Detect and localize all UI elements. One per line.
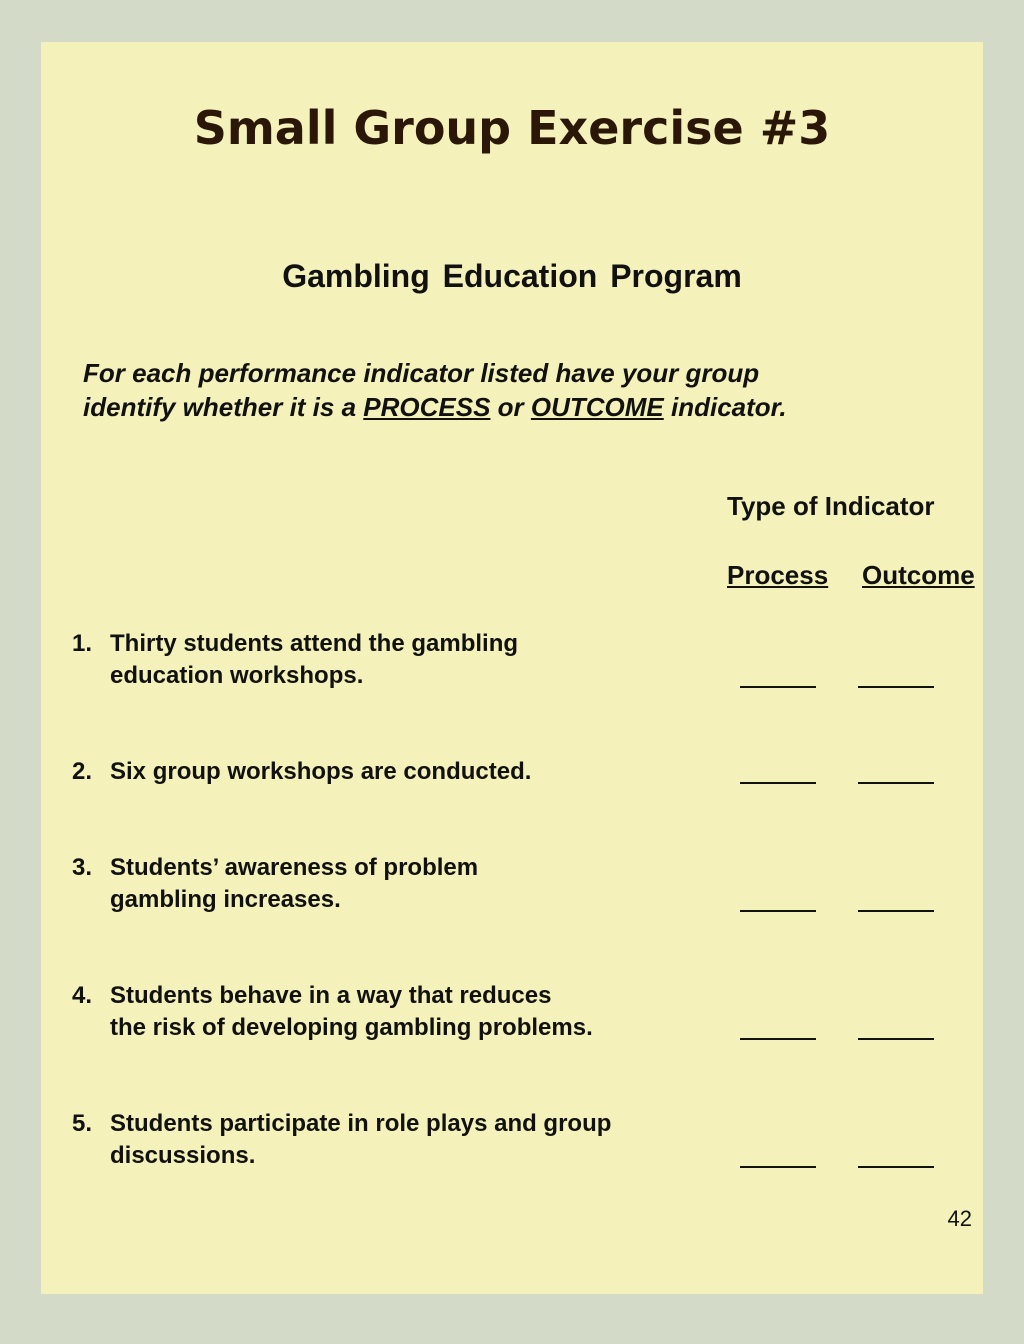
item-text-line1: Thirty students attend the gambling [110, 630, 519, 657]
keyword-process: PROCESS [363, 392, 491, 422]
instructions-line2-post: indicator. [663, 392, 787, 422]
item-text-line1: Students behave in a way that reduces [110, 982, 552, 1009]
item-3-outcome-blank[interactable] [858, 910, 934, 912]
instructions [83, 356, 963, 424]
instructions-line2-pre: identify whether it is a [83, 392, 364, 422]
item-text-line2: the risk of developing gambling problems. [110, 1014, 593, 1041]
indicator-item-1 [72, 628, 692, 692]
item-text-line2: gambling increases. [110, 886, 341, 913]
item-number: 2. [72, 758, 93, 785]
instructions-mid: or [490, 392, 531, 422]
item-text-line1: Students participate in role plays and group [110, 1110, 612, 1137]
process-column-heading: Process [727, 560, 829, 590]
item-2-outcome-blank[interactable] [858, 782, 934, 784]
outcome-column-heading: Outcome [862, 560, 975, 590]
page-number: 42 [947, 1206, 972, 1231]
item-3-process-blank[interactable] [740, 910, 816, 912]
item-number: 3. [72, 854, 93, 881]
item-5-process-blank[interactable] [740, 1166, 816, 1168]
item-text-line1: Six group workshops are conducted. [110, 758, 532, 785]
indicator-type-heading: Type of Indicator [727, 491, 935, 521]
item-1-outcome-blank[interactable] [858, 686, 934, 688]
item-number: 5. [72, 1110, 93, 1137]
indicator-item-5 [72, 1108, 692, 1172]
indicator-item-3 [72, 852, 692, 916]
subtitle: Gambling Education Program [282, 258, 742, 294]
item-text-line1: Students’ awareness of problem [110, 854, 479, 881]
item-2-process-blank[interactable] [740, 782, 816, 784]
item-1-process-blank[interactable] [740, 686, 816, 688]
item-5-outcome-blank[interactable] [858, 1166, 934, 1168]
item-text-line2: education workshops. [110, 662, 364, 689]
instructions-line1: For each performance indicator listed have your group [83, 358, 760, 388]
indicator-item-2 [72, 756, 692, 788]
indicator-item-4 [72, 980, 692, 1044]
item-text-line2: discussions. [110, 1142, 256, 1169]
item-number: 1. [72, 630, 93, 657]
item-4-outcome-blank[interactable] [858, 1038, 934, 1040]
page-title: Small Group Exercise #3 [193, 101, 831, 155]
item-number: 4. [72, 982, 93, 1009]
keyword-outcome: OUTCOME [530, 392, 664, 422]
item-4-process-blank[interactable] [740, 1038, 816, 1040]
